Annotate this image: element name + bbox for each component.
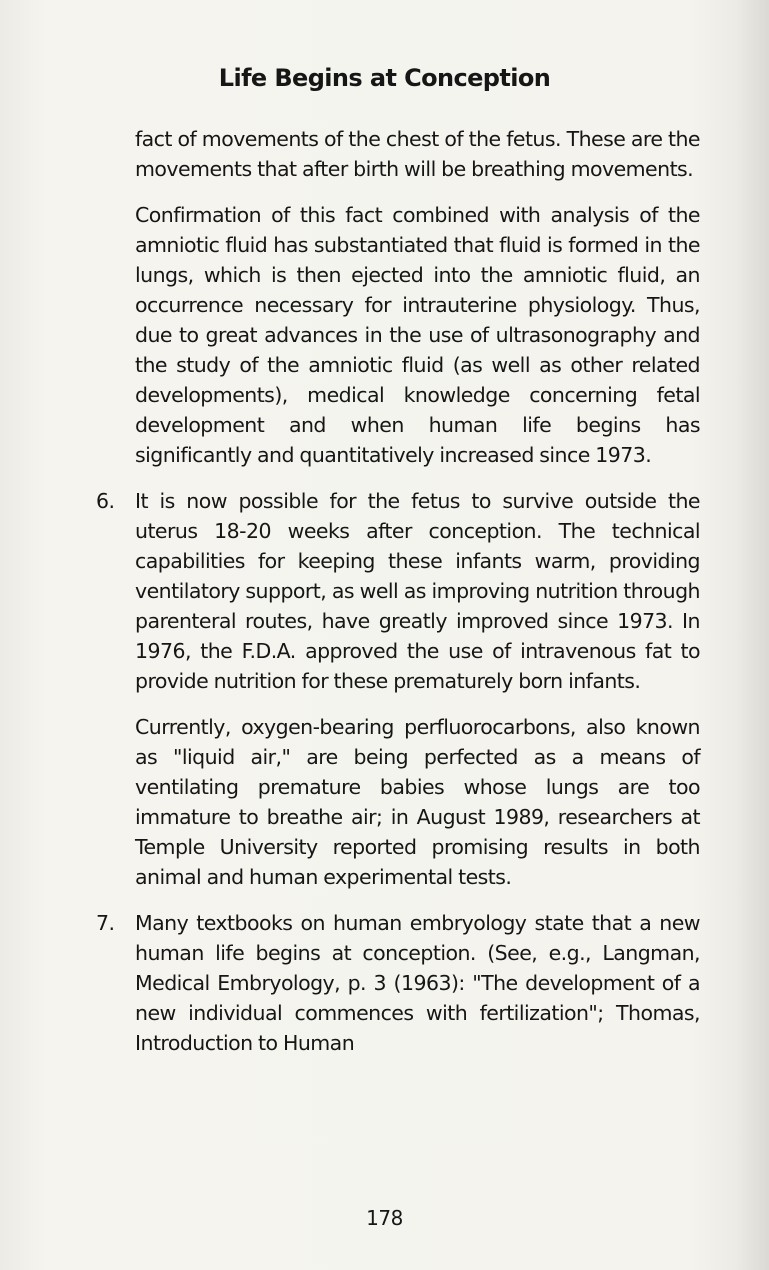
list-item-number: 6. bbox=[96, 489, 115, 513]
list-item-text: Many textbooks on human embryology state that a new human life begins at conception. (See, e.g., Langman, Medical Embryology, p. 3 (1963): "The development of a new individual commences with fertilization"; Thomas, Introduction to Human bbox=[135, 911, 700, 1055]
running-head: Life Begins at Conception bbox=[218, 64, 551, 92]
list-item-text: It is now possible for the fetus to survive outside the uterus 18-20 weeks after conception. The technical capabilities for keeping these infants warm, providing ventilatory support, as well as improving nutrition through parenteral routes, have greatly improved since 1973. In 1976, the F.D.A. approved the use of intravenous fat to provide nutrition for these prematurely born infants. bbox=[135, 489, 700, 693]
list-item-7 bbox=[90, 908, 700, 1058]
page-number: 178 bbox=[366, 1206, 403, 1230]
page-edge-shadow bbox=[735, 0, 769, 1270]
list-item-number: 7. bbox=[96, 911, 115, 935]
page-body bbox=[90, 124, 700, 1074]
liquid-air-paragraph: Currently, oxygen-bearing perfluorocarbons, also known as "liquid air," are being perfected as a means of ventilating premature babies whose lungs are too immature to breathe air; in August 1989, researchers at Temple University reported promising results in both animal and human experimental tests. bbox=[135, 715, 700, 889]
list-item-6 bbox=[90, 486, 700, 696]
confirmation-paragraph: Confirmation of this fact combined with analysis of the amniotic fluid has substantiated that fluid is formed in the lungs, which is then ejected into the amniotic fluid, an occurrence necessary for intrauterine physiology. Thus, due to great advances in the use of ultrasonography and the study of the amniotic fluid (as well as other related developments), medical knowledge concerning fetal development and when human life begins has significantly and quantitatively increased since 1973. bbox=[135, 203, 700, 467]
continuation-paragraph: fact of movements of the chest of the fetus. These are the movements that after birth will be breathing movements. bbox=[135, 127, 700, 181]
